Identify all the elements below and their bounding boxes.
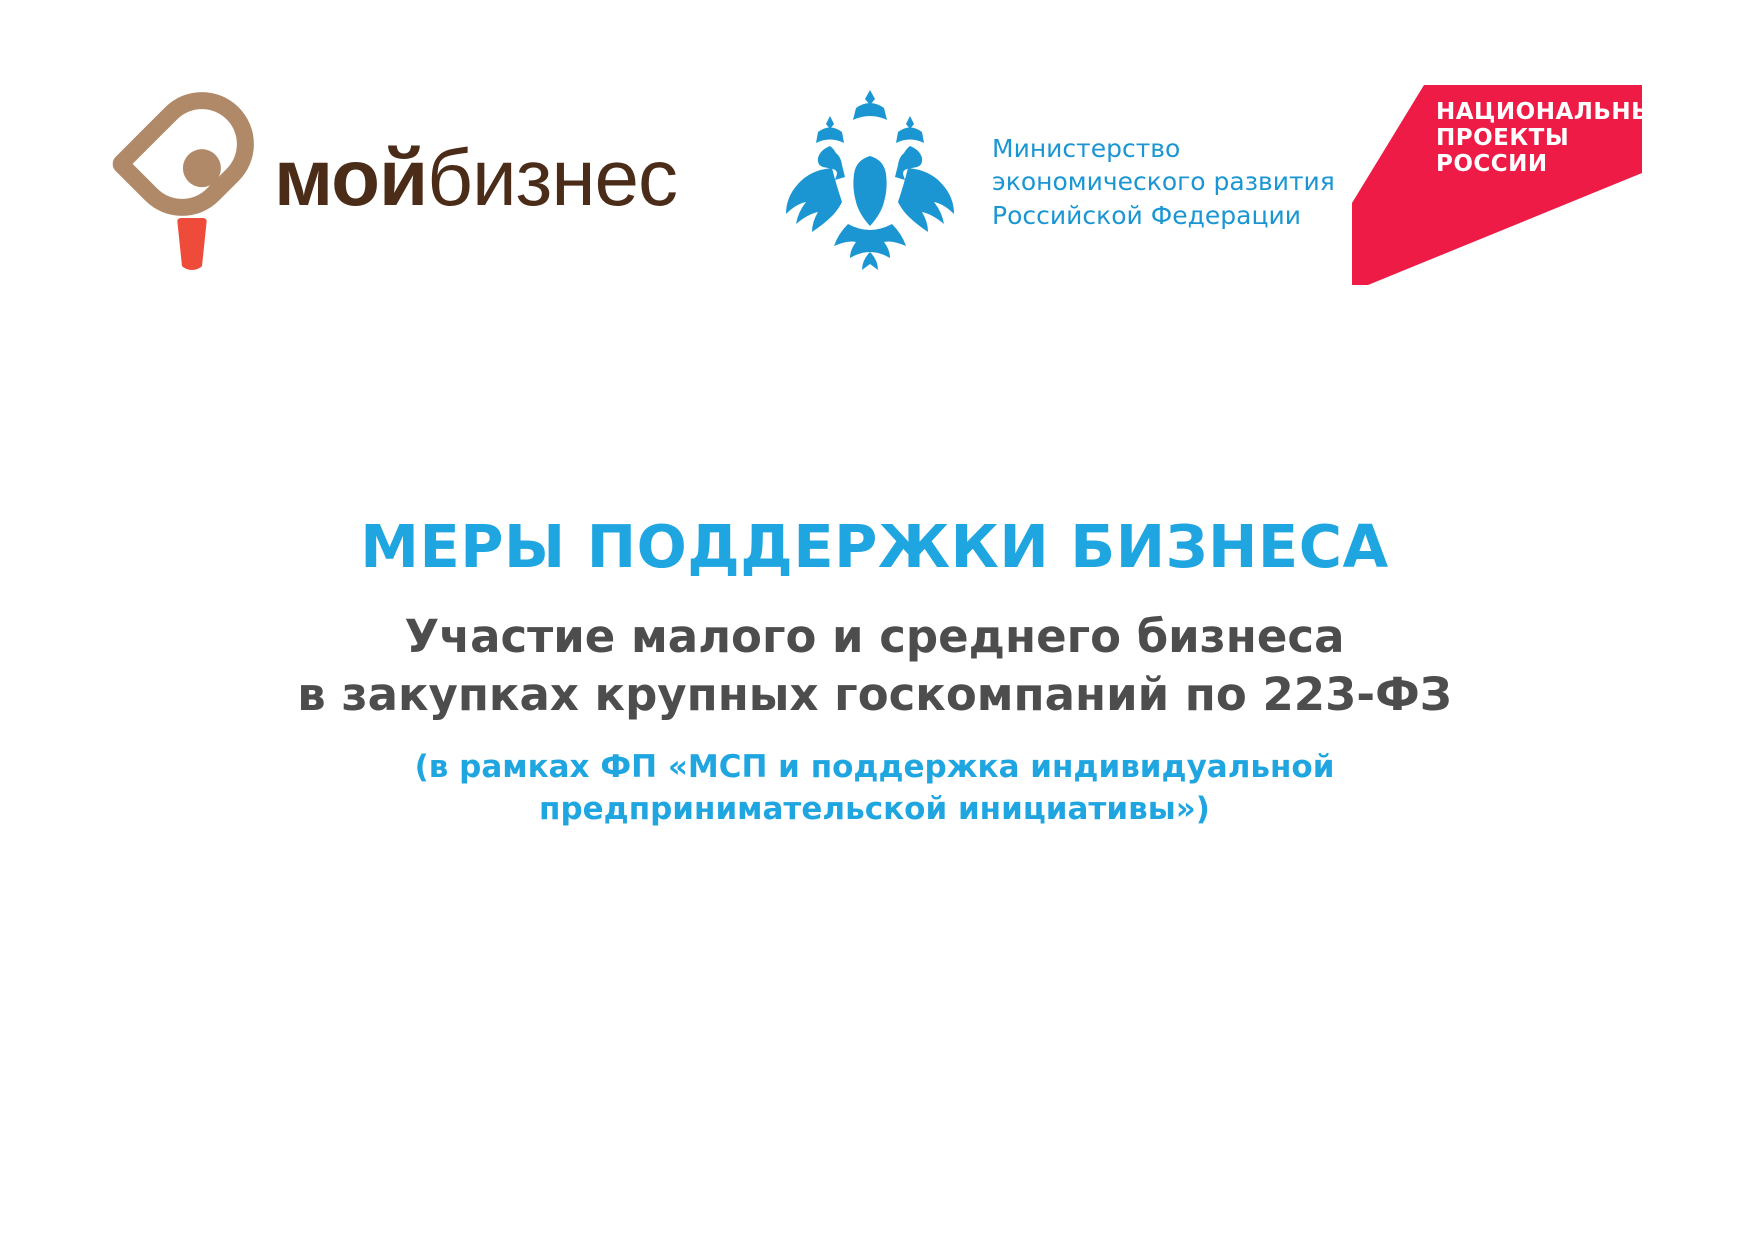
natproj-line-3: РОССИИ: [1436, 150, 1548, 177]
national-projects-label: [1436, 99, 1672, 177]
note-line-2: предпринимательской инициативы»): [539, 790, 1210, 827]
slide-note: [0, 747, 1749, 831]
moy-biznes-wordmark: [274, 133, 678, 222]
ministry-line-1: Министерство: [992, 133, 1181, 163]
subtitle-line-2: в закупках крупных госкомпаний по 223-ФЗ: [297, 668, 1452, 722]
pin-inner-dot-shape: [175, 141, 229, 195]
ministry-logo-text: [992, 132, 1335, 233]
russian-coat-of-arms-icon: [770, 82, 970, 282]
natproj-line-1: НАЦИОНАЛЬНЫЕ: [1436, 99, 1672, 125]
logo-header-row: [0, 0, 1749, 310]
moy-biznes-logo: [140, 88, 677, 268]
slide-subtitle: [0, 608, 1749, 725]
slide-title-block: [0, 512, 1749, 831]
page-title: МЕРЫ ПОДДЕРЖКИ БИЗНЕСА: [360, 512, 1389, 581]
ministry-line-2: экономического развития: [992, 167, 1335, 197]
note-line-1: (в рамках ФП «МСП и поддержка индивидуальной: [414, 748, 1335, 785]
pin-outline-shape: [109, 71, 276, 238]
ministry-line-3: Российской Федерации: [992, 200, 1301, 230]
ministry-logo: [770, 82, 1335, 282]
national-projects-russia-logo: [1352, 85, 1672, 285]
flame-shape: [177, 218, 207, 270]
moy-biznes-word-light: бизнес: [427, 133, 678, 222]
moy-biznes-word-bold: мой: [274, 133, 428, 222]
subtitle-line-1: Участие малого и среднего бизнеса: [404, 609, 1345, 663]
natproj-line-2: ПРОЕКТЫ: [1436, 124, 1570, 151]
moy-biznes-pin-icon: [140, 88, 248, 268]
